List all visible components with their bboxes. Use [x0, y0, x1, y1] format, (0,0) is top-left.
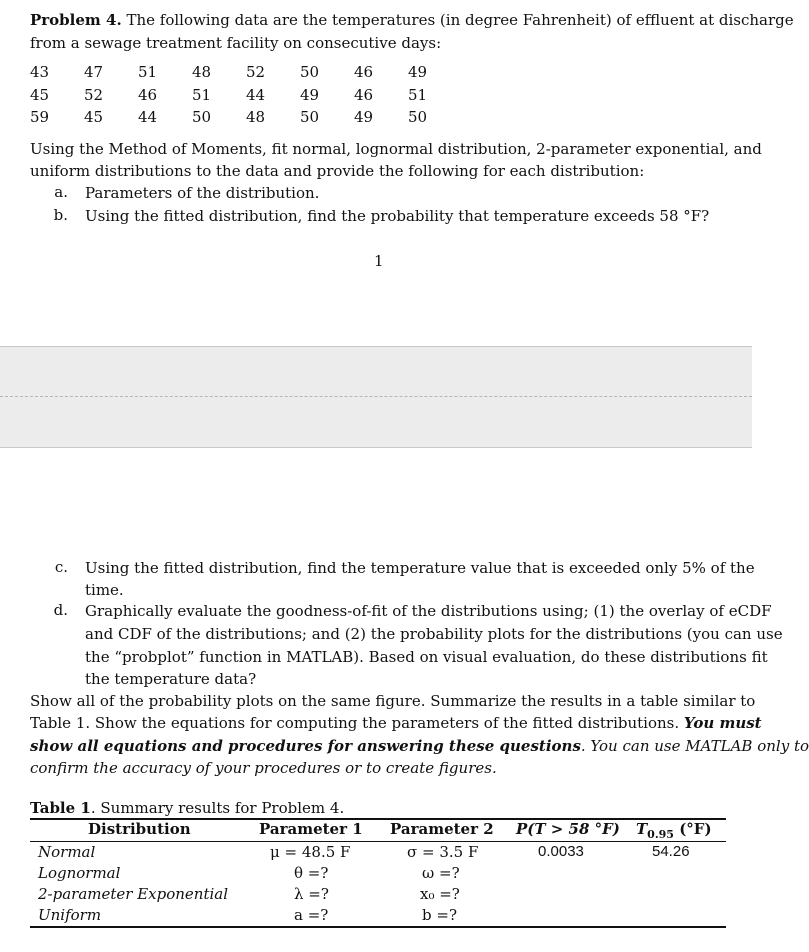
row-param2: σ = 3.5 F — [407, 843, 479, 861]
data-cell: 50 — [300, 108, 320, 126]
page-break-divider — [0, 396, 752, 397]
row-param1: μ = 48.5 F — [270, 843, 351, 861]
summary-line1: Show all of the probability plots on the same figure. Summarize the results in a table similar to — [30, 692, 756, 710]
data-cell: 45 — [84, 108, 104, 126]
data-cell: 50 — [408, 108, 428, 126]
summary-line4: confirm the accuracy of your procedures or to create figures. — [30, 759, 497, 777]
task-d-label: d. — [53, 601, 68, 619]
task-d-line2: and CDF of the distributions; and (2) the probability plots for the distributions (you can use — [85, 625, 783, 643]
data-cell: 52 — [246, 63, 266, 81]
data-cell: 49 — [300, 86, 320, 104]
data-cell: 50 — [300, 63, 320, 81]
data-cell: 45 — [30, 86, 50, 104]
row-distribution: Normal — [38, 843, 96, 861]
problem-title: Problem 4. — [30, 11, 122, 29]
instructions-line1: Using the Method of Moments, fit normal, lognormal distribution, 2-parameter exponential, and — [30, 140, 762, 158]
header-prob: P(T > 58 °F) — [516, 820, 620, 838]
task-c-line2: time. — [85, 581, 124, 599]
row-param1: θ =? — [294, 864, 329, 882]
task-a-label: a. — [54, 183, 68, 201]
data-cell: 44 — [138, 108, 158, 126]
header-param2: Parameter 2 — [390, 820, 494, 838]
row-param1: a =? — [294, 906, 329, 924]
table-bottom-rule — [30, 926, 726, 928]
row-param2: b =? — [422, 906, 457, 924]
row-distribution: Uniform — [38, 906, 102, 924]
row-prob: 0.0033 — [538, 843, 584, 860]
row-param1: λ =? — [294, 885, 329, 903]
data-cell: 48 — [246, 108, 266, 126]
summary-line3: show all equations and procedures for answering these questions. You can use MATLAB only to — [30, 737, 809, 755]
table-header-rule — [30, 841, 726, 842]
page-number: 1 — [374, 252, 384, 270]
problem-intro-line2: from a sewage treatment facility on consecutive days: — [30, 34, 442, 52]
data-cell: 47 — [84, 63, 104, 81]
data-cell: 44 — [246, 86, 266, 104]
task-d-line1: Graphically evaluate the goodness-of-fit of the distributions using; (1) the overlay of eCDF — [85, 602, 772, 620]
task-d-line4: the temperature data? — [85, 670, 257, 688]
data-cell: 49 — [354, 108, 374, 126]
header-param1: Parameter 1 — [259, 820, 363, 838]
task-c-label: c. — [54, 558, 68, 576]
data-cell: 46 — [354, 63, 374, 81]
data-cell: 43 — [30, 63, 50, 81]
row-t95: 54.26 — [652, 843, 690, 860]
data-cell: 51 — [192, 86, 212, 104]
problem-intro-line1: Problem 4. The following data are the temperatures (in degree Fahrenheit) of effluent at discharge — [30, 11, 794, 29]
data-cell: 51 — [138, 63, 158, 81]
row-param2: x₀ =? — [420, 885, 460, 903]
row-param2: ω =? — [422, 864, 460, 882]
task-b-label: b. — [53, 206, 68, 224]
data-cell: 51 — [408, 86, 428, 104]
row-distribution: Lognormal — [38, 864, 121, 882]
page-break — [0, 346, 752, 448]
task-d-line3: the “probplot” function in MATLAB). Based on visual evaluation, do these distributions fit — [85, 648, 768, 666]
row-distribution: 2-parameter Exponential — [38, 885, 229, 903]
task-a-text: Parameters of the distribution. — [85, 184, 320, 202]
task-b-text: Using the fitted distribution, find the probability that temperature exceeds 58 °F? — [85, 207, 710, 225]
data-cell: 46 — [354, 86, 374, 104]
table-caption: Table 1. Summary results for Problem 4. — [30, 799, 345, 817]
instructions-line2: uniform distributions to the data and provide the following for each distribution: — [30, 162, 645, 180]
task-c-line1: Using the fitted distribution, find the temperature value that is exceeded only 5% of the — [85, 559, 755, 577]
header-t95: $T_{0.95}$ (°F) — [636, 820, 712, 841]
data-cell: 46 — [138, 86, 158, 104]
data-cell: 48 — [192, 63, 212, 81]
header-distribution: Distribution — [88, 820, 191, 838]
data-cell: 49 — [408, 63, 428, 81]
data-cell: 50 — [192, 108, 212, 126]
data-cell: 59 — [30, 108, 50, 126]
data-cell: 52 — [84, 86, 104, 104]
summary-line2: Table 1. Show the equations for computing the parameters of the fitted distributions. You must — [30, 714, 762, 732]
